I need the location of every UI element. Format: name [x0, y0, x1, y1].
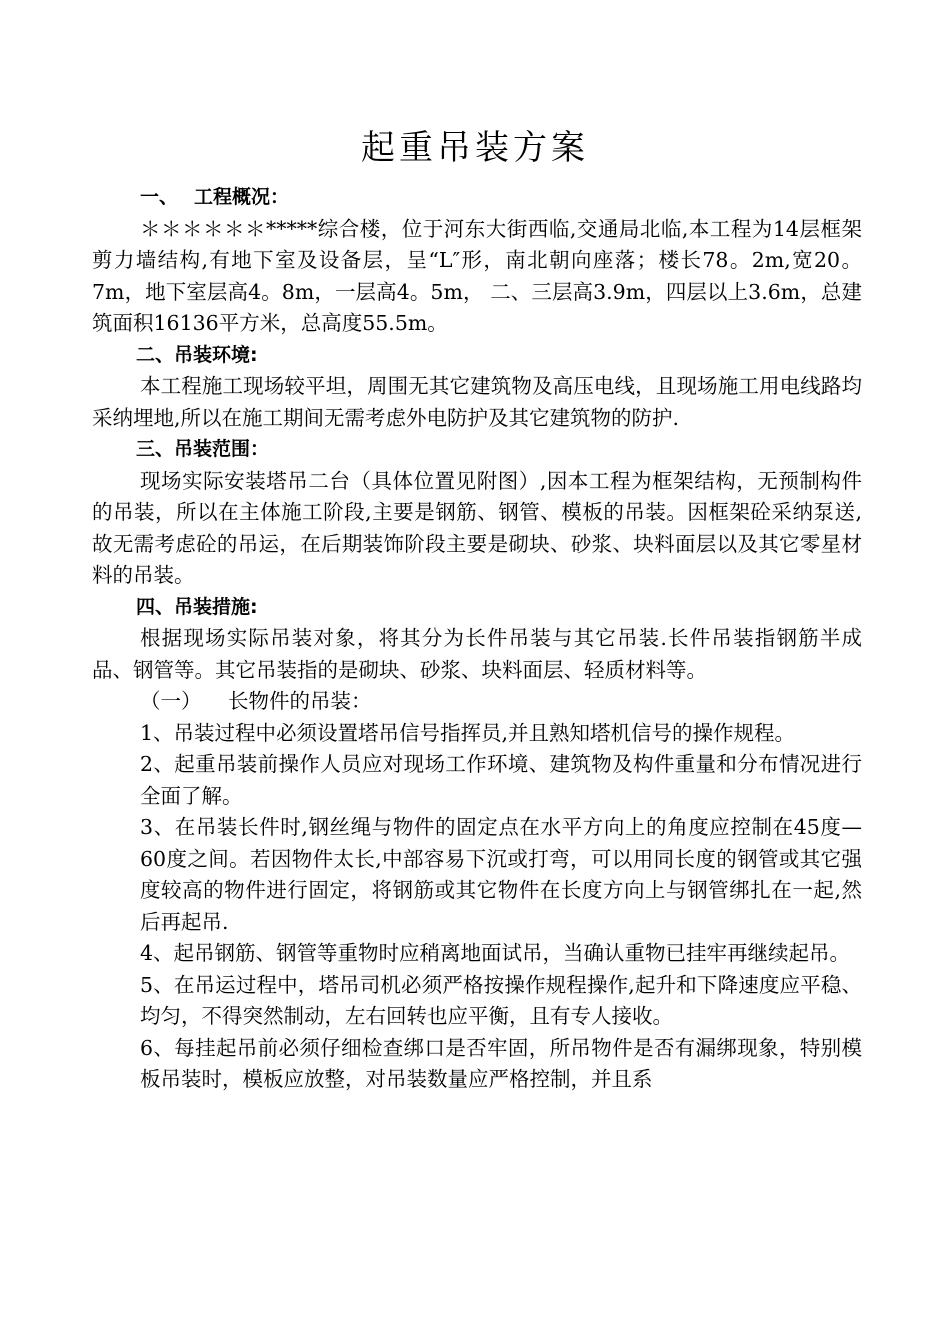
list-item: 6、每挂起吊前必须仔细检查绑口是否牢固，所吊物件是否有漏绑现象，特别模板吊装时，模板应放整，对吊装数量应严格控制，并且系	[140, 1035, 862, 1091]
section-number: 一、	[140, 186, 179, 208]
paragraph-environment: 本工程施工现场较平坦，周围无其它建筑物及高压电线，且现场施工用电线路均采纳埋地,所以在施工期间无需考虑外电防护及其它建筑物的防护.	[92, 374, 862, 430]
subsection-number: （一）	[140, 689, 202, 713]
list-item: 3、在吊装长件时,钢丝绳与物件的固定点在水平方向上的角度应控制在45度—60度之间。若因物件太长,中部容易下沉或打弯，可以用同长度的钢管或其它强度较高的物件进行固定，将钢筋或其它物件在长度方向上与钢管绑扎在一起,然后再起吊.	[140, 815, 862, 934]
section-title: 工程概况：	[194, 186, 290, 208]
section-heading-environment: 二、吊装环境:	[136, 343, 258, 366]
section-heading-overview	[92, 182, 862, 214]
list-item: 5、在吊运过程中，塔吊司机必须严格按操作规程操作,起升和下降速度应平稳、均匀，不得突然制动，左右回转也应平衡，且有专人接收。	[140, 972, 862, 1028]
document-body	[92, 182, 862, 1096]
section-heading-measures: 四、吊装措施:	[136, 595, 258, 618]
paragraph-measures: 根据现场实际吊装对象，将其分为长件吊装与其它吊装.长件吊装指钢筋半成品、钢管等。其它吊装指的是砌块、砂浆、块料面层、轻质材料等。	[92, 626, 862, 682]
section-heading-scope: 三、吊装范围：	[136, 438, 270, 460]
paragraph-overview: ＊＊＊＊＊＊*****综合楼，位于河东大街西临,交通局北临,本工程为14层框架剪力墙结构,有地下室及设备层，呈“L″形，南北朝向座落；楼长78。2m,宽20。7m，地下室层高4。8m，一层高4。5m， 二、三层高3.9m，四层以上3.6m，总建筑面积16136平方米，总高度55.5m。	[92, 216, 862, 335]
list-item: 4、起吊钢筋、钢管等重物时应稍离地面试吊，当确认重物已挂牢再继续起吊。	[140, 941, 851, 965]
document-title: 起重吊装方案	[361, 128, 589, 168]
subsection-heading-long-items	[92, 686, 862, 718]
paragraph-scope: 现场实际安装塔吊二台（具体位置见附图）,因本工程为框架结构，无预制构件的吊装，所以在主体施工阶段,主要是钢筋、钢管、模板的吊装。因框架砼采纳泵送,故无需考虑砼的吊运，在后期装饰阶段主要是砌块、砂浆、块料面层以及其它零星材料的吊装。	[92, 468, 862, 587]
list-item: 2、起重吊装前操作人员应对现场工作环境、建筑物及构件重量和分布情况进行全面了解。	[140, 752, 862, 808]
subsection-title: 长物件的吊装：	[228, 689, 372, 713]
list-item: 1、吊装过程中必须设置塔吊信号指挥员,并且熟知塔机信号的操作规程。	[140, 720, 796, 745]
